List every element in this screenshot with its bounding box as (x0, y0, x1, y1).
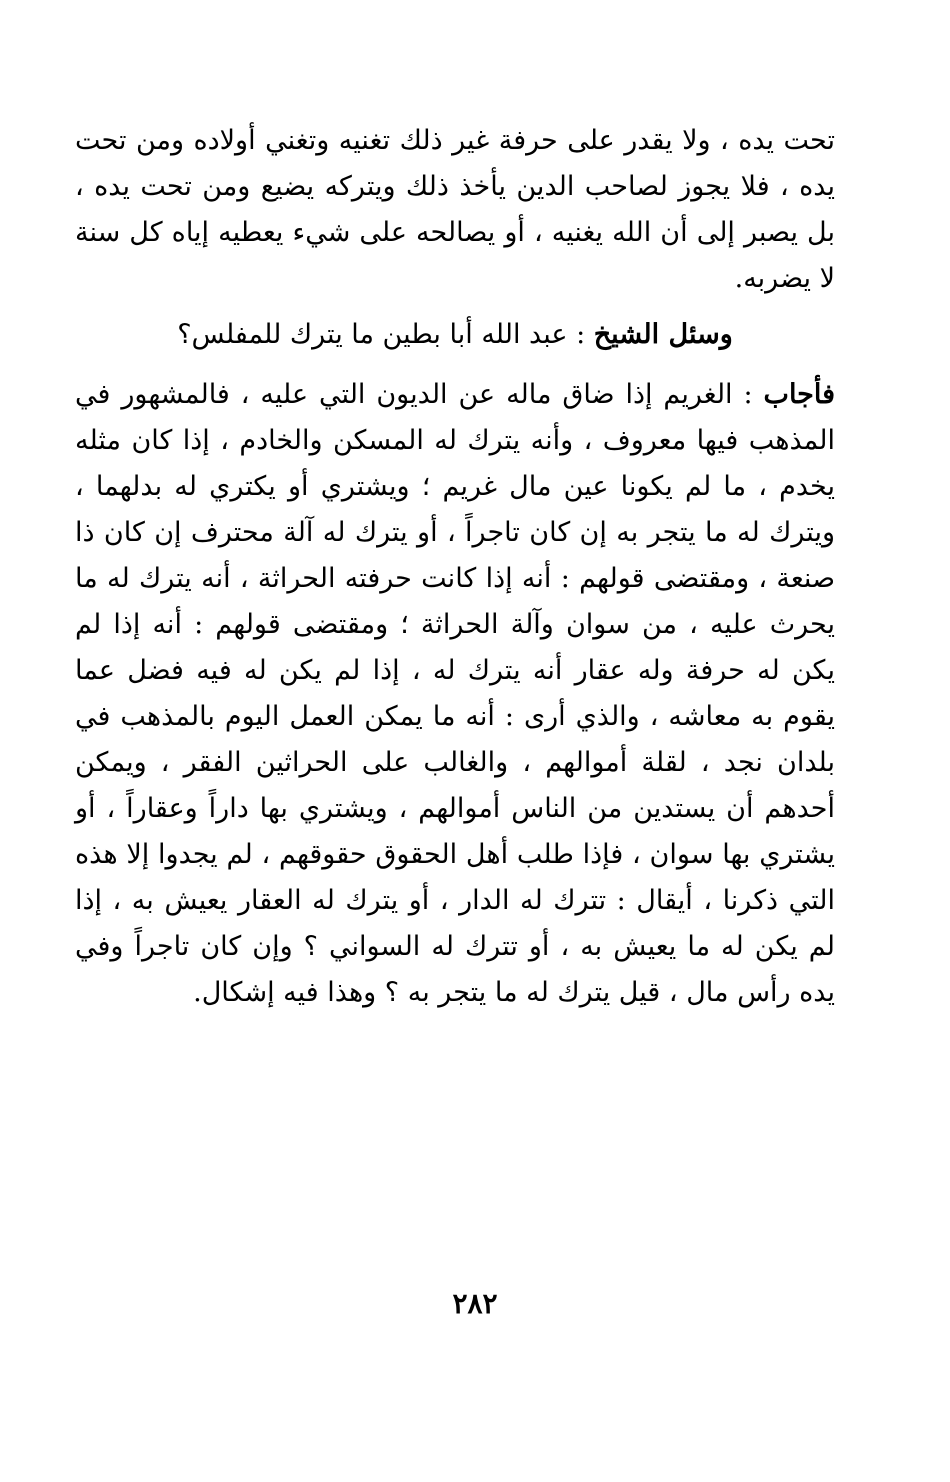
question-text: : عبد الله أبا بطين ما يترك للمفلس؟ (177, 319, 594, 350)
intro-paragraph: تحت يده ، ولا يقدر على حرفة غير ذلك تغنيه وتغني أولاده ومن تحت يده ، فلا يجوز لصاحب الدين يأخذ ذلك ويتركه يضيع ومن تحت يده ، بل يصبر إلى أن الله يغنيه ، أو يصالحه على شيء يعطيه إياه كل سنة لا يضربه. (75, 125, 835, 294)
answer-lead: فأجاب (763, 379, 835, 410)
page-number: ٢٨٢ (452, 1287, 498, 1320)
answer-text: : الغريم إذا ضاق ماله عن الديون التي عليه ، فالمشهور في المذهب فيها معروف ، وأنه يترك له المسكن والخادم ، إذا كان مثله يخدم ، ما لم يكونا عين مال غريم ؛ ويشتري أو يكتري له بدلهما ، ويترك له ما يتجر به إن كان تاجراً ، أو يترك له آلة محترف إن كان ذا صنعة ، ومقتضى قولهم : أنه إذا كانت حرفته الحراثة ، أنه يترك له ما يحرث عليه ، من سوان وآلة الحراثة ؛ ومقتضى قولهم : أنه إذا لم يكن له حرفة وله عقار أنه يترك له ، إذا لم يكن له فيه فضل عما يقوم به معاشه ، والذي أرى : أنه ما يمكن العمل اليوم بالمذهب في بلدان نجد ، لقلة أموالهم ، والغالب على الحراثين الفقر ، ويمكن أحدهم أن يستدين من الناس أموالهم ، ويشتري بها داراً وعقاراً ، أو يشتري بها سوان ، فإذا طلب أهل الحقوق حقوقهم ، لم يجدوا إلا هذه التي ذكرنا ، أيقال : تترك له الدار ، أو يترك له العقار يعيش به ، إذا لم يكن له ما يعيش به ، أو تترك له السواني ؟ وإن كان تاجراً وفي يده رأس مال ، قيل يترك له ما يتجر به ؟ وهذا فيه إشكال. (75, 379, 835, 1008)
answer-paragraph (75, 372, 835, 1016)
question-heading (75, 312, 835, 358)
book-page (75, 118, 835, 1016)
question-lead: وسئل الشيخ (593, 319, 733, 350)
